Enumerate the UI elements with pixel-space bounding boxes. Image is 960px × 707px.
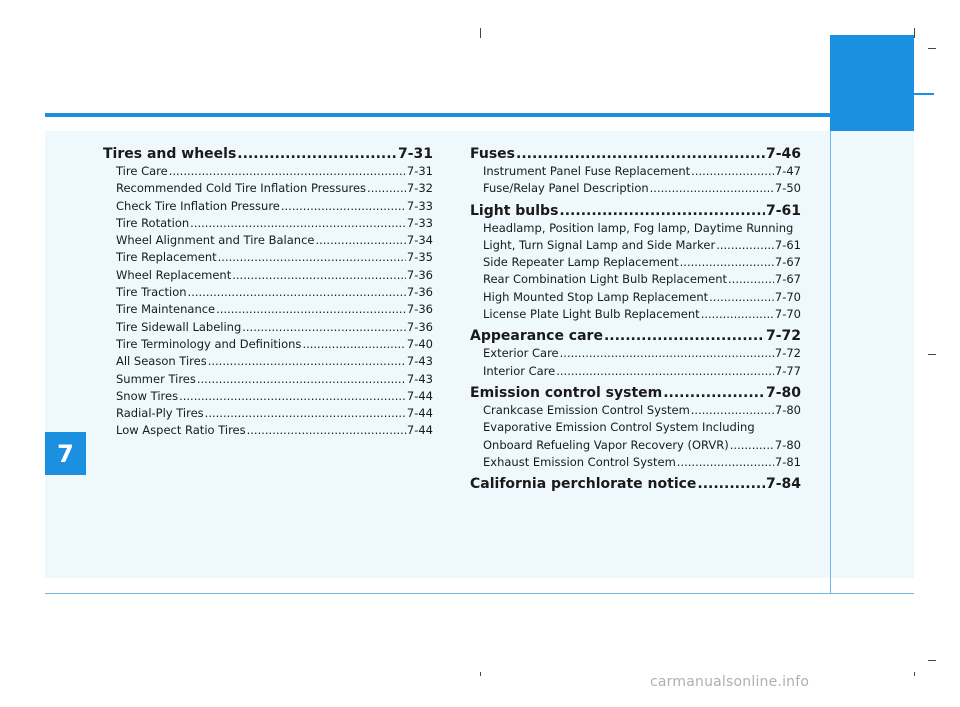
toc-entry-page: 7-47	[774, 164, 801, 178]
toc-entry[interactable]	[116, 284, 433, 301]
dot-leader	[559, 202, 765, 220]
toc-entry-page: 7-36	[406, 319, 433, 334]
toc-section-entry[interactable]	[470, 202, 801, 220]
toc-entry-title: Interior Care	[483, 363, 556, 378]
toc-entry-page: 7-77	[774, 363, 801, 378]
toc-entry-title: Light, Turn Signal Lamp and Side Marker	[483, 237, 716, 252]
toc-entry[interactable]	[116, 388, 433, 405]
toc-entry-page: 7-36	[406, 302, 433, 317]
toc-entry-title: Tire Terminology and Definitions	[116, 336, 302, 351]
toc-entry-title: Low Aspect Ratio Tires	[116, 423, 246, 438]
crop-mark-top-center	[480, 28, 481, 38]
dot-leader	[190, 215, 406, 232]
crop-mark-right-middle	[928, 354, 936, 355]
dot-leader	[516, 145, 765, 163]
toc-entry[interactable]	[483, 402, 801, 419]
toc-entry-title: Radial-Ply Tires	[116, 406, 204, 421]
toc-entry-title: California perchlorate notice	[470, 476, 697, 493]
corner-accent-line	[914, 93, 934, 95]
toc-entry[interactable]	[483, 363, 801, 380]
dot-leader	[208, 353, 406, 370]
toc-entry-title: Snow Tires	[116, 388, 179, 403]
dot-leader	[716, 237, 774, 254]
toc-entry[interactable]	[483, 437, 801, 454]
toc-entry[interactable]	[483, 454, 801, 471]
toc-entry[interactable]	[116, 422, 433, 439]
toc-entry[interactable]	[116, 319, 433, 336]
toc-entry-title: Instrument Panel Fuse Replacement	[483, 164, 691, 178]
toc-entry-title: Headlamp, Position lamp, Fog lamp, Daytime Running	[483, 220, 794, 235]
toc-entry-title: Tire Rotation	[116, 215, 190, 230]
dot-leader	[691, 402, 774, 419]
dot-leader	[697, 475, 765, 493]
toc-entry-page: 7-36	[406, 267, 433, 282]
dot-leader	[730, 437, 774, 454]
toc-entry-title: Light bulbs	[470, 202, 559, 219]
toc-entry-page: 7-61	[765, 202, 801, 219]
toc-entry-title: Tire Sidewall Labeling	[116, 319, 242, 334]
toc-entry-title: Exterior Care	[483, 346, 559, 361]
toc-entry[interactable]	[116, 301, 433, 318]
toc-entry-page: 7-32	[406, 181, 433, 196]
crop-mark-right-lower	[928, 660, 936, 661]
dot-leader	[315, 232, 405, 249]
toc-column-right	[470, 145, 801, 493]
toc-entry-title: Crankcase Emission Control System	[483, 402, 690, 417]
toc-entry-page: 7-80	[774, 402, 801, 417]
toc-entry-title: Evaporative Emission Control System Including	[483, 420, 755, 435]
toc-entry[interactable]	[483, 306, 801, 323]
toc-entry-title: High Mounted Stop Lamp Replacement	[483, 289, 709, 304]
toc-entry[interactable]	[483, 345, 801, 362]
dot-leader	[302, 336, 405, 353]
dot-leader	[179, 388, 406, 405]
dot-leader	[728, 271, 774, 288]
toc-entry-page: 7-31	[406, 164, 433, 178]
crop-mark-right-upper	[928, 48, 936, 49]
toc-entry-title: All Season Tires	[116, 354, 207, 369]
dot-leader	[247, 422, 406, 439]
toc-entry-page: 7-81	[774, 454, 801, 469]
dot-leader	[169, 163, 406, 180]
toc-section-entry[interactable]	[470, 475, 801, 493]
toc-entry[interactable]	[483, 271, 801, 288]
toc-entry-title: Tires and wheels	[103, 146, 237, 162]
toc-entry-title: Appearance care	[470, 328, 603, 345]
dot-leader	[650, 180, 774, 197]
toc-entry-page: 7-44	[406, 406, 433, 421]
toc-entry[interactable]	[483, 254, 801, 271]
toc-entry-page: 7-70	[774, 289, 801, 304]
dot-leader	[367, 180, 406, 197]
toc-entry[interactable]	[116, 353, 433, 370]
toc-entry-line[interactable]	[483, 220, 801, 237]
toc-entry-title: Tire Care	[116, 164, 168, 178]
toc-entry-page: 7-31	[397, 146, 433, 162]
dot-leader	[663, 384, 765, 402]
dot-leader	[677, 454, 774, 471]
toc-entry-title: Tire Traction	[116, 285, 187, 300]
dot-leader	[197, 371, 406, 388]
toc-entry[interactable]	[116, 267, 433, 284]
toc-entry-title: Emission control system	[470, 384, 663, 401]
dot-leader	[232, 267, 406, 284]
toc-entry[interactable]	[116, 163, 433, 180]
dot-leader	[237, 145, 397, 163]
dot-leader	[218, 249, 406, 266]
toc-entry-page: 7-33	[406, 198, 433, 213]
crop-mark-bottom-right	[914, 672, 915, 676]
toc-entry-title: Onboard Refueling Vapor Recovery (ORVR)	[483, 437, 729, 452]
toc-section-entry[interactable]	[470, 145, 801, 163]
toc-entry-page: 7-80	[774, 437, 801, 452]
toc-entry[interactable]	[116, 232, 433, 249]
toc-entry-title: Summer Tires	[116, 371, 196, 386]
toc-entry[interactable]	[483, 237, 801, 254]
toc-section-entry[interactable]	[470, 384, 801, 402]
toc-entry-title: Side Repeater Lamp Replacement	[483, 255, 679, 270]
toc-entry-title: License Plate Light Bulb Replacement	[483, 307, 700, 322]
header-rule	[45, 113, 830, 117]
toc-entry-title: Tire Replacement	[116, 250, 217, 265]
toc-entry-page: 7-43	[406, 371, 433, 386]
toc-entry[interactable]	[116, 249, 433, 266]
toc-entry-page: 7-43	[406, 354, 433, 369]
toc-entry[interactable]	[116, 405, 433, 422]
dot-leader	[604, 327, 765, 345]
toc-entry-page: 7-72	[765, 328, 801, 345]
chapter-number: 7	[57, 439, 74, 468]
toc-entry-page: 7-61	[774, 237, 801, 252]
chapter-tab[interactable]	[45, 432, 86, 475]
crop-mark-bottom-center	[480, 672, 481, 676]
toc-entry-page: 7-46	[765, 146, 801, 162]
toc-entry-page: 7-67	[774, 272, 801, 287]
toc-entry-page: 7-44	[406, 388, 433, 403]
toc-entry[interactable]	[483, 289, 801, 306]
toc-entry-page: 7-67	[774, 255, 801, 270]
toc-entry-title: Tire Maintenance	[116, 302, 216, 317]
toc-entry-page: 7-50	[774, 181, 801, 196]
toc-section-entry[interactable]	[103, 145, 433, 163]
toc-entry[interactable]	[483, 180, 801, 197]
dot-leader	[205, 405, 406, 422]
toc-entry-line[interactable]	[483, 419, 801, 436]
toc-entry-page: 7-70	[774, 307, 801, 322]
toc-entry-page: 7-84	[765, 476, 801, 493]
crop-mark-top-right	[914, 28, 915, 38]
toc-entry[interactable]	[116, 180, 433, 197]
dot-leader	[556, 363, 774, 380]
toc-entry-title: Recommended Cold Tire Inflation Pressures	[116, 181, 367, 196]
toc-entry-page: 7-35	[406, 250, 433, 265]
toc-section-entry[interactable]	[470, 327, 801, 345]
toc-entry-title: Wheel Alignment and Tire Balance	[116, 233, 315, 248]
dot-leader	[709, 289, 774, 306]
dot-leader	[188, 284, 406, 301]
dot-leader	[281, 198, 406, 215]
toc-entry-title: Check Tire Inflation Pressure	[116, 198, 280, 213]
toc-entry-page: 7-40	[406, 336, 433, 351]
watermark: carmanualsonline.info	[650, 674, 810, 690]
dot-leader	[701, 306, 774, 323]
toc-entry-page: 7-44	[406, 423, 433, 438]
toc-entry[interactable]	[116, 336, 433, 353]
dot-leader	[242, 319, 406, 336]
dot-leader	[691, 163, 774, 180]
toc-entry[interactable]	[116, 198, 433, 215]
chapter-corner-block	[830, 35, 914, 131]
toc-entry-page: 7-33	[406, 215, 433, 230]
toc-entry-page: 7-72	[774, 346, 801, 361]
toc-entry-page: 7-80	[765, 384, 801, 401]
toc-entry-page: 7-36	[406, 285, 433, 300]
dot-leader	[216, 301, 406, 318]
toc-entry-title: Fuse/Relay Panel Description	[483, 181, 649, 196]
dot-leader	[560, 345, 774, 362]
toc-entry[interactable]	[483, 163, 801, 180]
toc-entry-title: Fuses	[470, 146, 515, 162]
dot-leader	[680, 254, 774, 271]
toc-entry-title: Rear Combination Light Bulb Replacement	[483, 272, 728, 287]
footer-rule	[45, 593, 914, 594]
toc-entry-title: Exhaust Emission Control System	[483, 454, 676, 469]
toc-entry[interactable]	[116, 215, 433, 232]
toc-entry-title: Wheel Replacement	[116, 267, 232, 282]
toc-entry-page: 7-34	[406, 233, 433, 248]
toc-column-left	[103, 145, 433, 440]
toc-entry[interactable]	[116, 371, 433, 388]
panel-divider-line	[830, 131, 831, 594]
